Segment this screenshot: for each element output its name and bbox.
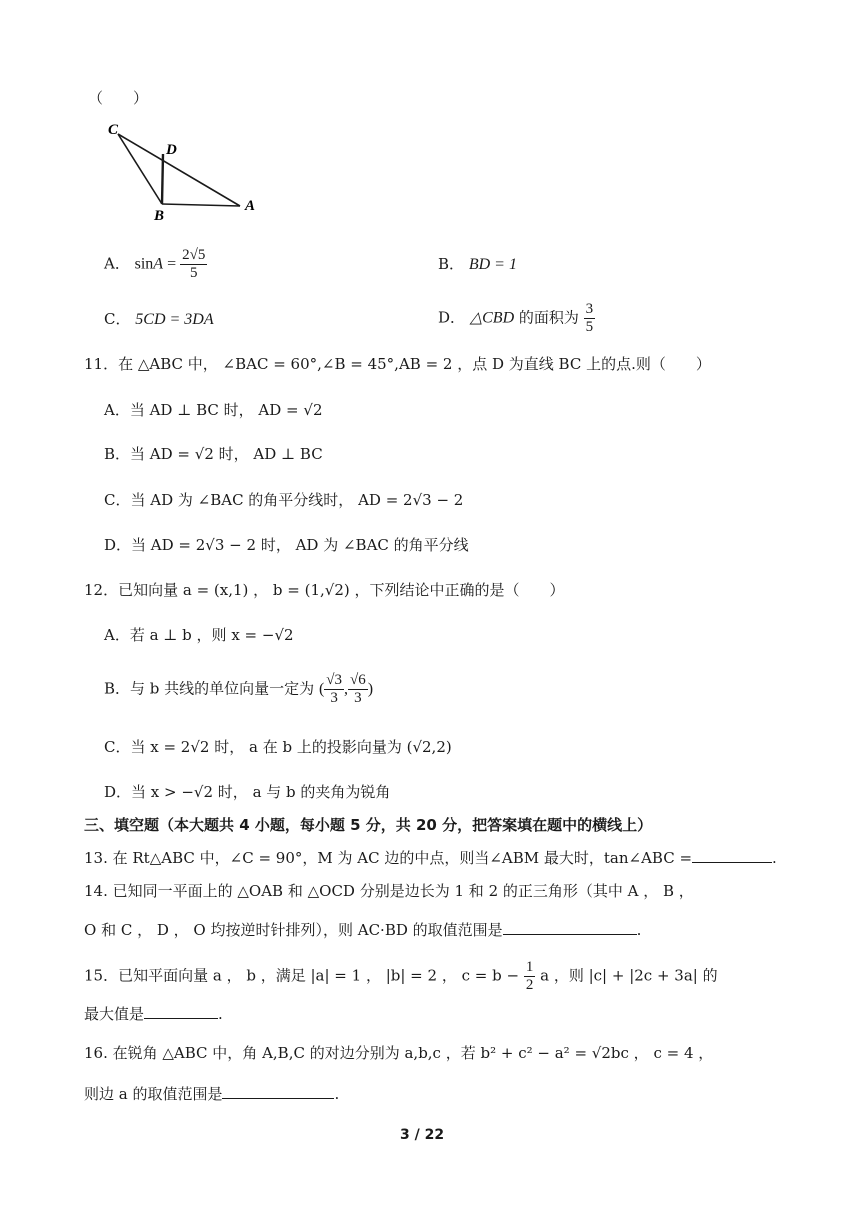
section-three-heading: 三、填空题（本大题共 4 小题，每小题 5 分，共 20 分，把答案填在题中的横线上） xyxy=(84,816,653,834)
q12-option-b: B．与 b 共线的单位向量一定为 ( $\frac{√3}{3}$ , $\frac{√6}{3}$ ) xyxy=(104,672,374,706)
q10-option-c: C． 5CD = 3DA xyxy=(104,310,214,328)
q15-line2: 最大值是 . xyxy=(84,1002,223,1024)
triangle-figure xyxy=(100,118,260,228)
figure-label-a: A xyxy=(245,198,256,214)
figure-label-c: C xyxy=(108,122,119,138)
q11-stem: 11．在 △ABC 中， ∠BAC = 60°,∠B = 45°,AB = 2 ，点 D 为直线 BC 上的点.则（ ） xyxy=(84,355,711,373)
q15-line1: 15．已知平面向量 a ， b ，满足 |a| = 1 ， |b| = 2 ， c = b − $\frac{1}{2}$ a ，则 |c| + |2c + 3a| 的 xyxy=(84,959,718,993)
q16-line1: 16. 在锐角 △ABC 中，角 A,B,C 的对边分别为 a,b,c ，若 b² + c² − a² = √2bc ， c = 4 ， xyxy=(84,1044,714,1062)
q12-option-c: C．当 x = 2√2 时， a 在 b 上的投影向量为 (√2,2) xyxy=(104,738,452,756)
q13-answer-blank[interactable] xyxy=(692,846,772,863)
q10-option-d: D． △CBD 的面积为 $\frac{3}{5}$ xyxy=(438,301,594,335)
q16-line2: 则边 a 的取值范围是 . xyxy=(84,1082,339,1104)
q11-option-d: D．当 AD = 2√3 − 2 时， AD 为 ∠BAC 的角平分线 xyxy=(104,536,469,554)
q15-answer-blank[interactable] xyxy=(144,1002,218,1019)
page-number: 3 / 22 xyxy=(400,1127,445,1143)
q11-option-a: A．当 AD ⊥ BC 时， AD = √2 xyxy=(104,401,323,419)
q12-option-a: A．若 a ⊥ b ，则 x = −√2 xyxy=(104,626,294,644)
q11-option-b: B．当 AD = √2 时， AD ⊥ BC xyxy=(104,445,323,463)
q14-line1: 14. 已知同一平面上的 △OAB 和 △OCD 分别是边长为 1 和 2 的正三角形（其中 A ， B ， xyxy=(84,882,694,900)
q10-option-a: A． sinA = $\frac{2√5}{5}$ xyxy=(104,247,206,281)
q10-answer-bracket: （ ） xyxy=(88,89,149,107)
q11-option-c: C．当 AD 为 ∠BAC 的角平分线时， AD = 2√3 − 2 xyxy=(104,491,464,509)
q12-stem: 12．已知向量 a = (x,1) ， b = (1,√2) ，下列结论中正确的是（ ） xyxy=(84,581,565,599)
q10-option-b: B． BD = 1 xyxy=(438,255,517,273)
q14-answer-blank[interactable] xyxy=(503,918,637,935)
q13-text: 13. 在 Rt△ABC 中，∠C = 90°，M 为 AC 边的中点，则当∠ABM 最大时，tan∠ABC = . xyxy=(84,846,777,868)
q12-option-d: D．当 x > −√2 时， a 与 b 的夹角为锐角 xyxy=(104,783,391,801)
figure-label-d: D xyxy=(166,142,177,158)
figure-label-b: B xyxy=(154,208,165,224)
q16-answer-blank[interactable] xyxy=(222,1082,334,1099)
q14-line2: O 和 C ， D ， O 均按逆时针排列），则 AC·BD 的取值范围是 . xyxy=(84,918,641,940)
